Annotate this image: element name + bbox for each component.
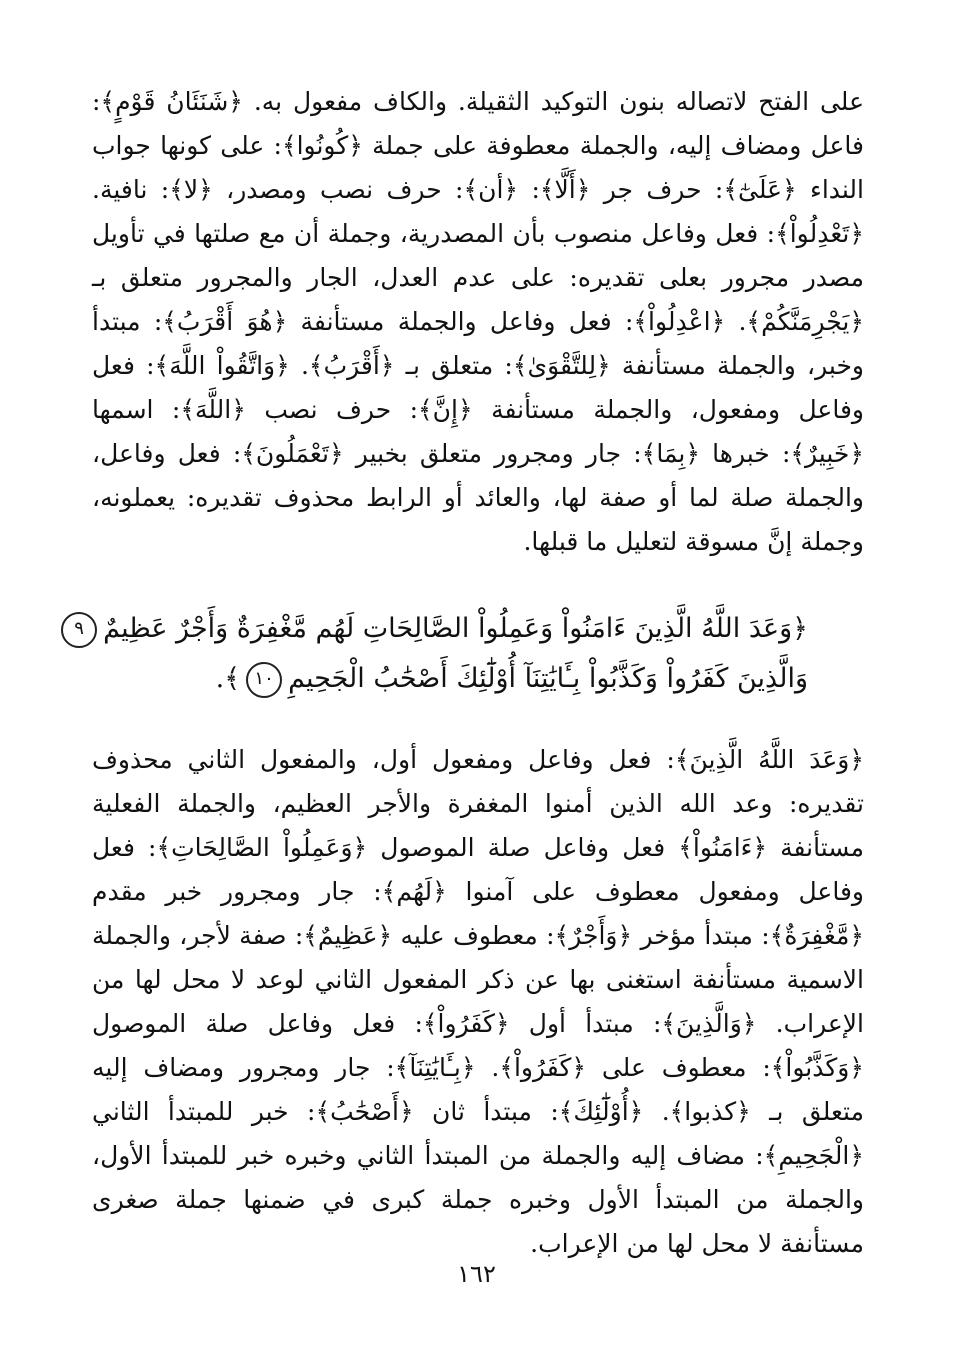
verse-text-1: ﴿وَعَدَ اللَّهُ الَّذِينَ ءَامَنُواْ وَعَمِلُواْ الصَّالِحَاتِ لَهُم مَّغْفِرَةٌ وَأَجْرٌ عَظِيمٌ <box>103 613 808 644</box>
commentary-paragraph-1: على الفتح لاتصاله بنون التوكيد الثقيلة. والكاف مفعول به. ﴿شَنَئَانُ قَوْمٍ﴾: فاعل ومضاف إليه، والجملة معطوفة على جملة ﴿كُونُوا﴾: على كونها جواب النداء ﴿عَلَىٰٓ﴾: حرف جر ﴿أَلَّا﴾: ﴿أن﴾: حرف نصب ومصدر، ﴿لا﴾: نافية. ﴿تَعْدِلُواْ﴾: فعل وفاعل منصوب بأن المصدرية، وجملة أن مع صلتها في تأويل مصدر مجرور بعلى تقديره: على عدم العدل، الجار والمجرور متعلق بـ ﴿يَجْرِمَنَّكُمْ﴾. ﴿اعْدِلُواْ﴾: فعل وفاعل والجملة مستأنفة ﴿هُوَ أَقْرَبُ﴾: مبتدأ وخبر، والجملة مستأنفة ﴿لِلتَّقْوَىٰ﴾: متعلق بـ ﴿أَقْرَبُ﴾. ﴿وَاتَّقُواْ اللَّهَ﴾: فعل وفاعل ومفعول، والجملة مستأنفة ﴿إِنَّ﴾: حرف نصب ﴿اللَّهَ﴾: اسمها ﴿خَبِيرٌ﴾: خبرها ﴿بِمَا﴾: جار ومجرور متعلق بخبير ﴿تَعْمَلُونَ﴾: فعل وفاعل، والجملة صلة لما أو صفة لها، والعائد أو الرابط محذوف تقديره: يعملونه، وجملة إنَّ مسوقة لتعليل ما قبلها. <box>92 87 864 556</box>
verse-line-2 <box>92 654 808 704</box>
ayah-number-9: ٩ <box>61 612 97 648</box>
commentary-paragraph-2: ﴿وَعَدَ اللَّهُ الَّذِينَ﴾: فعل وفاعل ومفعول أول، والمفعول الثاني محذوف تقديره: وعد الله الذين أمنوا المغفرة والأجر العظيم، والجملة الفعلية مستأنفة ﴿ءَامَنُواْ﴾ فعل وفاعل صلة الموصول ﴿وَعَمِلُواْ الصَّالِحَاتِ﴾: فعل وفاعل ومفعول معطوف على آمنوا ﴿لَهُم﴾: جار ومجرور خبر مقدم ﴿مَّغْفِرَةٌ﴾: مبتدأ مؤخر ﴿وَأَجْرٌ﴾: معطوف عليه ﴿عَظِيمٌ﴾: صفة لأجر، والجملة الاسمية مستأنفة استغنى بها عن ذكر المفعول الثاني لوعد لا محل لها من الإعراب. ﴿وَالَّذِينَ﴾: مبتدأ أول ﴿كَفَرُواْ﴾: فعل وفاعل صلة الموصول ﴿وَكَذَّبُواْ﴾: معطوف على ﴿كَفَرُواْ﴾. ﴿بِـَٔايَٰتِنَآ﴾: جار ومجرور ومضاف إليه متعلق بـ ﴿كذبوا﴾. ﴿أُوْلَٰٓئِكَ﴾: مبتدأ ثان ﴿أَصْحَٰبُ﴾: خبر للمبتدأ الثاني ﴿الْجَحِيمِ﴾: مضاف إليه والجملة من المبتدأ الثاني وخبره خبر للمبتدأ الأول، والجملة من المبتدأ الأول وخبره جملة كبرى في ضمنها جملة صغرى مستأنفة لا محل لها من الإعراب. <box>92 745 864 1258</box>
quran-verse-block <box>74 604 864 704</box>
verse-text-2: وَالَّذِينَ كَفَرُواْ وَكَذَّبُواْ بِـَٔايَٰتِنَآ أُوْلَٰٓئِكَ أَصْحَٰبُ الْجَحِيمِ <box>288 663 808 694</box>
page-number: ١٦٢ <box>457 1260 496 1288</box>
ayah-number-10: ١٠ <box>246 662 282 698</box>
page-body <box>74 80 864 1266</box>
verse-end-bracket: ﴾. <box>215 663 241 694</box>
verse-line-1 <box>74 604 808 654</box>
